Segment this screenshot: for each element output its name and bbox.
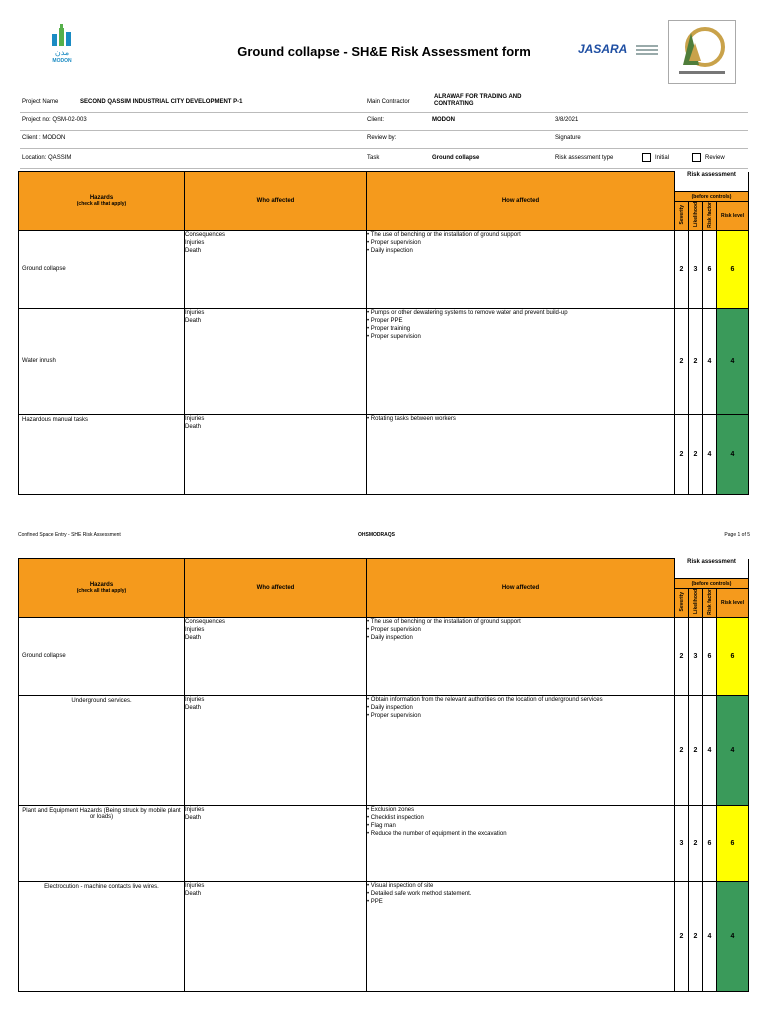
- severity-header: Severity: [675, 589, 689, 618]
- risk-assessment-header: Risk assessment: [675, 172, 749, 192]
- task-label: Task: [367, 155, 380, 161]
- who-item: Death: [185, 814, 202, 821]
- control-measure: • Proper supervision: [367, 239, 421, 246]
- who-affected-cell: [185, 308, 367, 414]
- hazard-cell: Electrocution - machine contacts live wires.: [19, 881, 185, 991]
- risk-table-1: [18, 171, 749, 495]
- risk-table-2: [18, 558, 749, 992]
- date-value: 3/8/2021: [555, 117, 579, 123]
- jasara-tagline-icon: [636, 44, 658, 56]
- table-row: [19, 414, 749, 494]
- control-measure: • Proper PPE: [367, 317, 403, 324]
- info-row-client: [20, 130, 748, 149]
- likelihood-value: 3: [689, 230, 703, 308]
- signature-label: Signature: [555, 135, 581, 141]
- modon-english: MODON: [52, 58, 72, 64]
- hazard-cell: Water inrush: [19, 308, 185, 414]
- hazards-header: Hazards (check all that apply): [19, 172, 185, 231]
- how-header: How affected: [367, 559, 675, 618]
- hazard-cell: Underground services.: [19, 695, 185, 805]
- how-affected-cell: [367, 230, 675, 308]
- risk-factor-value: 4: [703, 695, 717, 805]
- how-affected-cell: [367, 308, 675, 414]
- initial-checkbox[interactable]: [642, 153, 651, 162]
- risk-level-value: 6: [717, 617, 749, 695]
- risk-factor-value: 4: [703, 881, 717, 991]
- control-measure: • Proper supervision: [367, 712, 421, 719]
- risk-factor-value: 6: [703, 805, 717, 881]
- control-measure: • Proper training: [367, 325, 411, 332]
- control-measure: • The use of benching or the installation of ground support: [367, 231, 521, 238]
- likelihood-header: Likelihood: [689, 589, 703, 618]
- who-item: Injuries: [185, 239, 205, 246]
- who-item: Injuries: [185, 696, 205, 703]
- who-item: Injuries: [185, 882, 205, 889]
- table-row: [19, 230, 749, 308]
- table-row: [19, 617, 749, 695]
- hazard-cell: Ground collapse: [19, 617, 185, 695]
- client-value: MODON: [432, 117, 455, 123]
- control-measure: • Proper supervision: [367, 333, 421, 340]
- who-header: Who affected: [185, 559, 367, 618]
- risk-level-value: 4: [717, 414, 749, 494]
- risk-level-value: 6: [717, 230, 749, 308]
- control-measure: • The use of benching or the installation of ground support: [367, 618, 521, 625]
- review-option[interactable]: Review: [692, 153, 725, 162]
- modon-arabic: مدن: [54, 48, 70, 57]
- task-value: Ground collapse: [432, 155, 480, 161]
- who-affected-cell: [185, 695, 367, 805]
- control-measure: • Exclusion zones: [367, 806, 415, 813]
- risk-factor-value: 4: [703, 308, 717, 414]
- severity-value: 2: [675, 695, 689, 805]
- who-item: Death: [185, 890, 202, 897]
- control-measure: • Detailed safe work method statement.: [367, 890, 472, 897]
- page-title: Ground collapse - SH&E Risk Assessment form: [237, 44, 531, 59]
- hazard-cell: Hazardous manual tasks: [19, 414, 185, 494]
- risk-assessment-header: Risk assessment: [675, 559, 749, 579]
- control-measure: • Flag man: [367, 822, 396, 829]
- info-row-location: [20, 150, 748, 169]
- who-item: Death: [185, 423, 202, 430]
- severity-value: 2: [675, 617, 689, 695]
- control-measure: • PPE: [367, 898, 383, 905]
- review-checkbox[interactable]: [692, 153, 701, 162]
- who-affected-cell: [185, 617, 367, 695]
- risk-level-value: 6: [717, 805, 749, 881]
- who-item: Injuries: [185, 415, 205, 422]
- how-affected-cell: [367, 695, 675, 805]
- hazard-cell: Plant and Equipment Hazards (Being struck by mobile plant or loads): [19, 805, 185, 881]
- footer-left: Confined Space Entry - SHE Risk Assessment: [18, 532, 121, 538]
- severity-value: 2: [675, 414, 689, 494]
- table-row: [19, 881, 749, 991]
- before-controls-header: (before controls): [675, 579, 749, 589]
- control-measure: • Checklist inspection: [367, 814, 424, 821]
- control-measure: • Pumps or other dewatering systems to remove water and prevent build-up: [367, 309, 568, 316]
- main-contractor-label: Main Contractor: [367, 99, 410, 105]
- jasara-logo: JASARA: [578, 42, 628, 56]
- who-header: Who affected: [185, 172, 367, 231]
- how-affected-cell: [367, 617, 675, 695]
- project-name-value: SECOND QASSIM INDUSTRIAL CITY DEVELOPMENT P-1: [80, 99, 243, 105]
- likelihood-value: 2: [689, 414, 703, 494]
- control-measure: • Obtain information from the relevant authorities on the location of underground services: [367, 696, 603, 703]
- risk-type-label: Risk assessment type: [555, 155, 614, 161]
- severity-value: 3: [675, 805, 689, 881]
- control-measure: • Rotating tasks between workers: [367, 415, 456, 422]
- hazard-cell: Ground collapse: [19, 230, 185, 308]
- who-item: Death: [185, 247, 202, 254]
- control-measure: • Daily inspection: [367, 247, 413, 254]
- risk-factor-value: 6: [703, 617, 717, 695]
- info-row-project: [20, 94, 748, 113]
- who-item: Death: [185, 704, 202, 711]
- risk-level-value: 4: [717, 308, 749, 414]
- likelihood-value: 3: [689, 617, 703, 695]
- who-affected-cell: [185, 414, 367, 494]
- who-item: Death: [185, 317, 202, 324]
- client-label: Client:: [367, 117, 385, 123]
- who-affected-cell: [185, 881, 367, 991]
- likelihood-value: 2: [689, 805, 703, 881]
- control-measure: • Proper supervision: [367, 626, 421, 633]
- before-controls-header: (before controls): [675, 192, 749, 202]
- footer-page: Page 1 of 5: [724, 532, 750, 538]
- who-item: Injuries: [185, 626, 205, 633]
- who-item: Consequences: [185, 231, 226, 238]
- client-line: Client : MODON: [22, 135, 66, 141]
- likelihood-header: Likelihood: [689, 202, 703, 231]
- control-measure: • Visual inspection of site: [367, 882, 434, 889]
- project-name-label: Project Name: [22, 99, 59, 105]
- risk-level-header: Risk level: [717, 589, 749, 618]
- table-row: [19, 805, 749, 881]
- who-item: Injuries: [185, 806, 205, 813]
- how-header: How affected: [367, 172, 675, 231]
- risk-factor-header: Risk factor: [703, 589, 717, 618]
- project-number: Project no: QSM-02-003: [22, 117, 87, 123]
- severity-value: 2: [675, 881, 689, 991]
- likelihood-value: 2: [689, 308, 703, 414]
- control-measure: • Reduce the number of equipment in the excavation: [367, 830, 507, 837]
- control-measure: • Daily inspection: [367, 634, 413, 641]
- who-item: Consequences: [185, 618, 226, 625]
- risk-level-header: Risk level: [717, 202, 749, 231]
- who-affected-cell: [185, 805, 367, 881]
- severity-header: Severity: [675, 202, 689, 231]
- main-contractor-value: ALRAWAF FOR TRADING AND CONTRATING: [434, 94, 522, 107]
- info-row-projectno: [20, 112, 748, 131]
- table-row: [19, 695, 749, 805]
- review-by-label: Review by:: [367, 135, 397, 141]
- severity-value: 2: [675, 308, 689, 414]
- risk-factor-value: 6: [703, 230, 717, 308]
- alrawaf-emblem-icon: [669, 21, 735, 83]
- hazards-header: Hazards (check all that apply): [19, 559, 185, 618]
- risk-factor-header: Risk factor: [703, 202, 717, 231]
- likelihood-value: 2: [689, 881, 703, 991]
- initial-option[interactable]: Initial: [642, 153, 669, 162]
- who-item: Death: [185, 634, 202, 641]
- who-affected-cell: [185, 230, 367, 308]
- likelihood-value: 2: [689, 695, 703, 805]
- severity-value: 2: [675, 230, 689, 308]
- footer-center: OHSMODRAQS: [358, 532, 395, 538]
- table-row: [19, 308, 749, 414]
- risk-factor-value: 4: [703, 414, 717, 494]
- alrawaf-logo: [668, 20, 736, 84]
- risk-level-value: 4: [717, 695, 749, 805]
- location-value: Location: QASSIM: [22, 155, 72, 161]
- how-affected-cell: [367, 414, 675, 494]
- control-measure: • Daily inspection: [367, 704, 413, 711]
- risk-level-value: 4: [717, 881, 749, 991]
- how-affected-cell: [367, 805, 675, 881]
- how-affected-cell: [367, 881, 675, 991]
- who-item: Injuries: [185, 309, 205, 316]
